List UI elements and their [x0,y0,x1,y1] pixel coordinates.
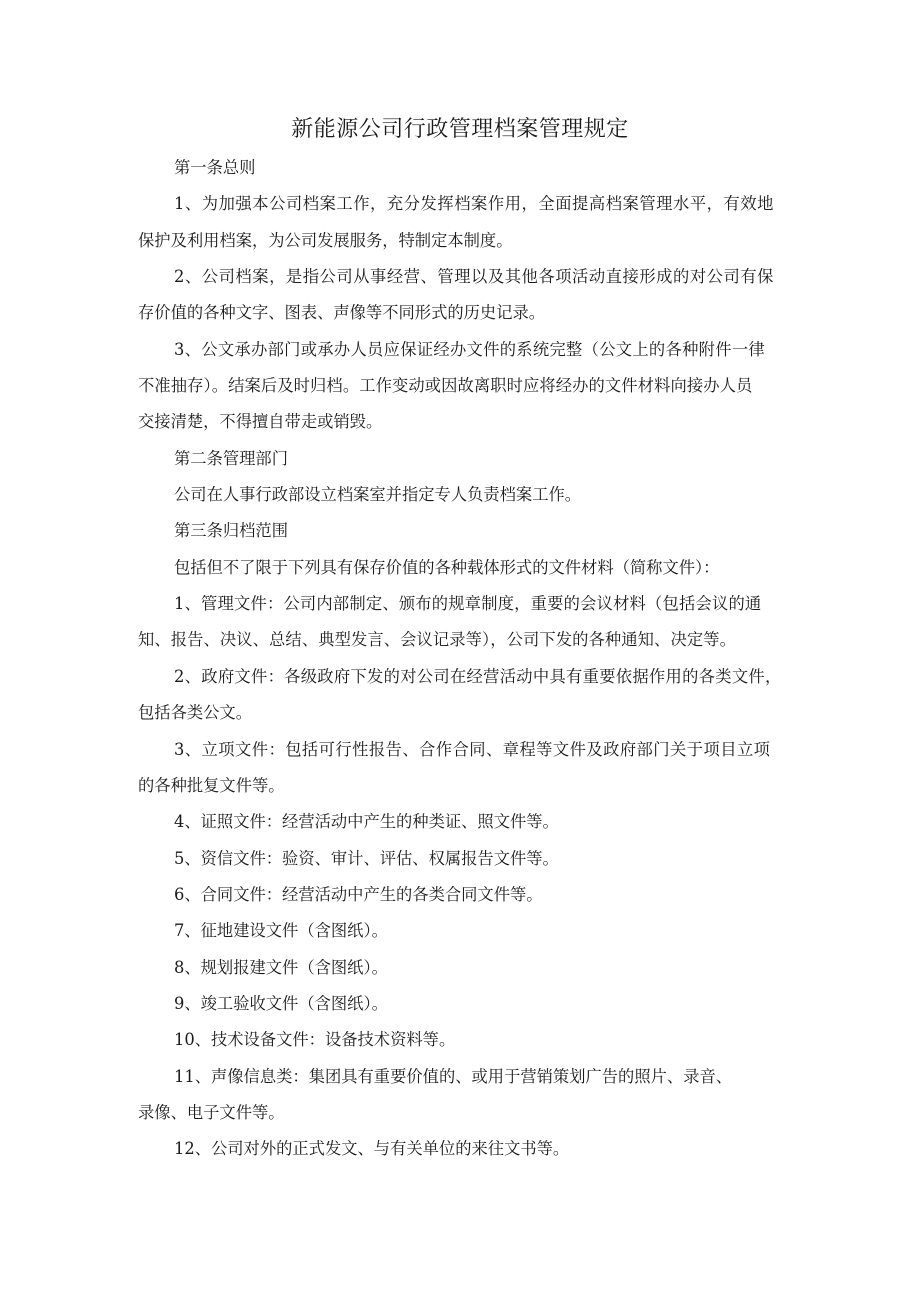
list-item-line: 2、政府文件：各级政府下发的对公司在经营活动中具有重要依据作用的各类文件， [174,667,782,686]
paragraph-line: 1、为加强本公司档案工作，充分发挥档案作用，全面提高档案管理水平，有效地 [174,194,775,213]
document-title: 新能源公司行政管理档案管理规定 [291,117,629,142]
list-item-line: 包括各类公文。 [138,703,252,722]
paragraph-line: 交接清楚，不得擅自带走或销毁。 [138,412,383,431]
list-item-line: 4、证照文件：经营活动中产生的种类证、照文件等。 [174,812,559,831]
paragraph-line: 不准抽存）。结案后及时归档。工作变动或因故离职时应将经办的文件材料向接办人员 [138,376,753,395]
section-heading-scope: 第三条归档范围 [174,521,288,540]
list-item-line: 10、技术设备文件：设备技术资料等。 [174,1030,456,1049]
section-heading-department: 第二条管理部门 [174,449,288,468]
list-item-line: 11、声像信息类：集团具有重要价值的、或用于营销策划广告的照片、录音、 [174,1067,733,1086]
paragraph-line: 3、公文承办部门或承办人员应保证经办文件的系统完整（公文上的各种附件一律 [174,340,766,359]
list-item-line: 录像、电子文件等。 [138,1103,285,1122]
list-item-line: 3、立项文件：包括可行性报告、合作合同、章程等文件及政府部门关于项目立项 [174,740,771,759]
list-item-line: 7、征地建设文件（含图纸）。 [174,921,388,940]
list-item-line: 知、报告、决议、总结、典型发言、会议记录等），公司下发的各种通知、决定等。 [138,630,736,649]
list-item-line: 9、竣工验收文件（含图纸）。 [174,994,388,1013]
paragraph-line: 存价值的各种文字、图表、声像等不同形式的历史记录。 [138,303,546,322]
list-item-line: 1、管理文件：公司内部制定、颁布的规章制度，重要的会议材料（包括会议的通 [174,594,762,613]
paragraph-line: 包括但不了限于下列具有保存价值的各种载体形式的文件材料（简称文件）： [174,558,720,577]
paragraph-line: 2、公司档案，是指公司从事经营、管理以及其他各项活动直接形成的对公司有保 [174,267,775,286]
list-item-line: 8、规划报建文件（含图纸）。 [174,958,388,977]
list-item-line: 12、公司对外的正式发文、与有关单位的来往文书等。 [174,1139,570,1158]
list-item-line: 的各种批复文件等。 [138,776,285,795]
paragraph-line: 公司在人事行政部设立档案室并指定专人负责档案工作。 [174,485,582,504]
section-heading-general: 第一条总则 [174,158,256,177]
list-item-line: 5、资信文件：验资、审计、评估、权属报告文件等。 [174,849,559,868]
paragraph-line: 保护及利用档案，为公司发展服务，特制定本制度。 [138,231,513,250]
list-item-line: 6、合同文件：经营活动中产生的各类合同文件等。 [174,885,543,904]
